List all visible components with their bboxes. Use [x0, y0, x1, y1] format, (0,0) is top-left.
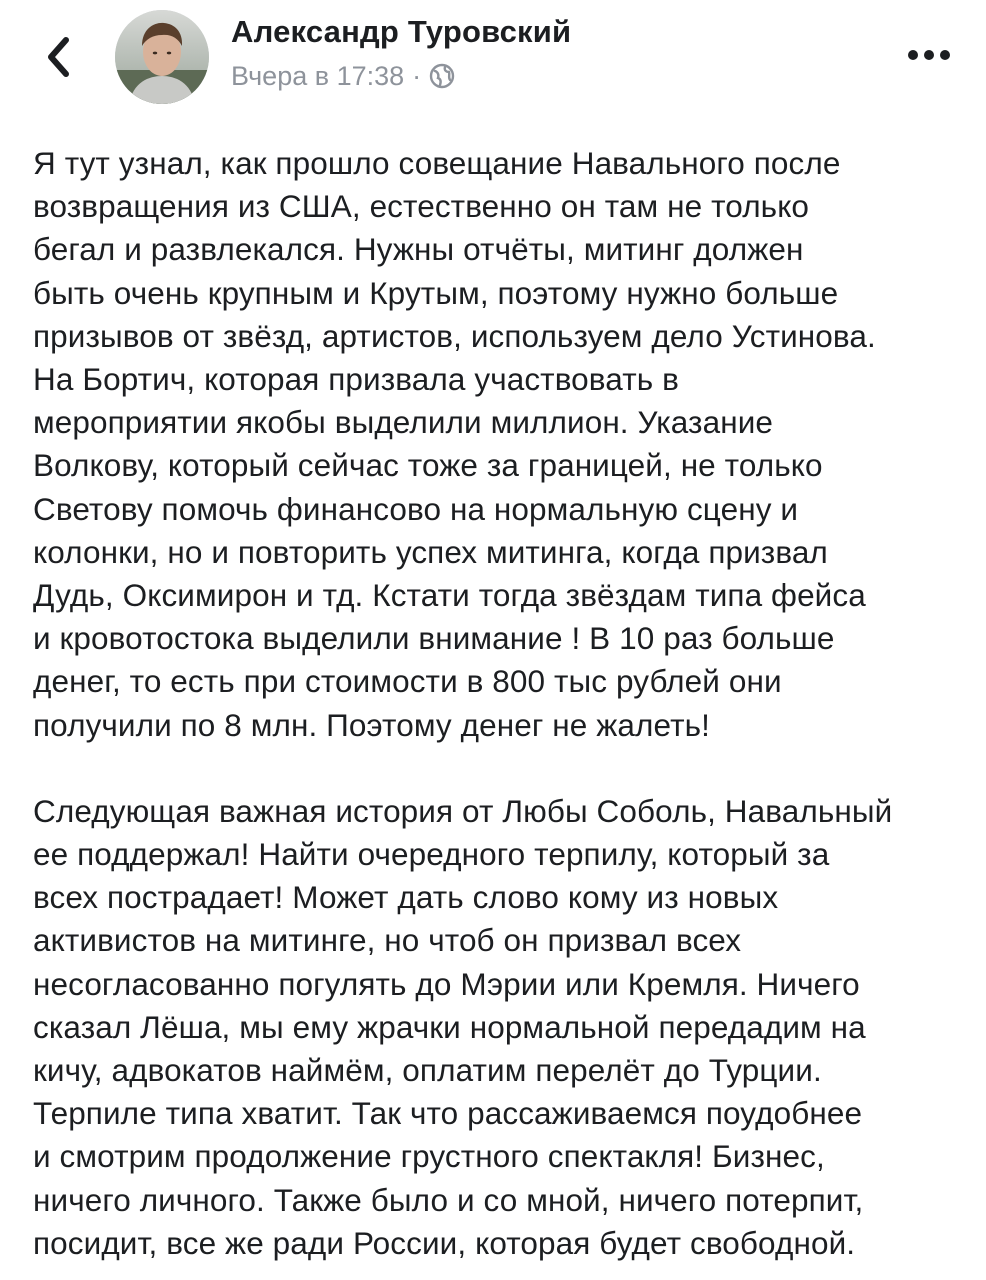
- post-header: [0, 0, 986, 110]
- post-paragraph: Я тут узнал, как прошло совещание Навального после возвращения из США, естественно он там не только бегал и развлекался. Нужны отчёты, митинг должен быть очень крупным и Крутым, поэтому нужно больше призывов от звёзд, артистов, используем дело Устинова. На Бортич, которая призвала участвовать в мероприятии якобы выделили миллион. Указание Волкову, который сейчас тоже за границей, не только Светову помочь финансово на нормальную сцену и колонки, но и повторить успех митинга, когда призвал Дудь, Оксимирон и тд. Кстати тогда звёздам типа фейса и кровотостока выделили внимание ! В 10 раз больше денег, то есть при стоимости в 800 тыс рублей они получили по 8 млн. Поэтому денег не жалеть!: [33, 145, 876, 743]
- more-horizontal-icon: [907, 49, 951, 61]
- meta-separator: ·: [412, 60, 422, 91]
- avatar-photo: [115, 10, 209, 104]
- author-name[interactable]: Александр Туровский: [231, 14, 572, 49]
- chevron-left-icon: [45, 35, 71, 79]
- post-body: [33, 142, 963, 1265]
- globe-icon: [429, 63, 455, 89]
- more-options-button[interactable]: [906, 40, 952, 70]
- post-meta: [231, 59, 455, 93]
- post-timestamp[interactable]: Вчера в 17:38: [231, 60, 405, 91]
- post-paragraph: Следующая важная история от Любы Соболь, Навальный ее поддержал! Найти очередного терпилу, который за всех пострадает! Может дать слово кому из новых активистов на митинге, но чтоб он призвал всех несогласованно погулять до Мэрии или Кремля. Ничего сказал Лёша, мы ему жрачки нормальной передадим на кичу, адвокатов наймём, оплатим перелёт до Турции. Терпиле типа хватит. Так что рассаживаемся поудобнее и смотрим продолжение грустного спектакля! Бизнес, ничего личного. Также было и со мной, ничего потерпит, посидит, все же ради России, которая будет свободной.: [33, 792, 893, 1261]
- avatar[interactable]: [115, 10, 209, 104]
- back-button[interactable]: [36, 30, 80, 84]
